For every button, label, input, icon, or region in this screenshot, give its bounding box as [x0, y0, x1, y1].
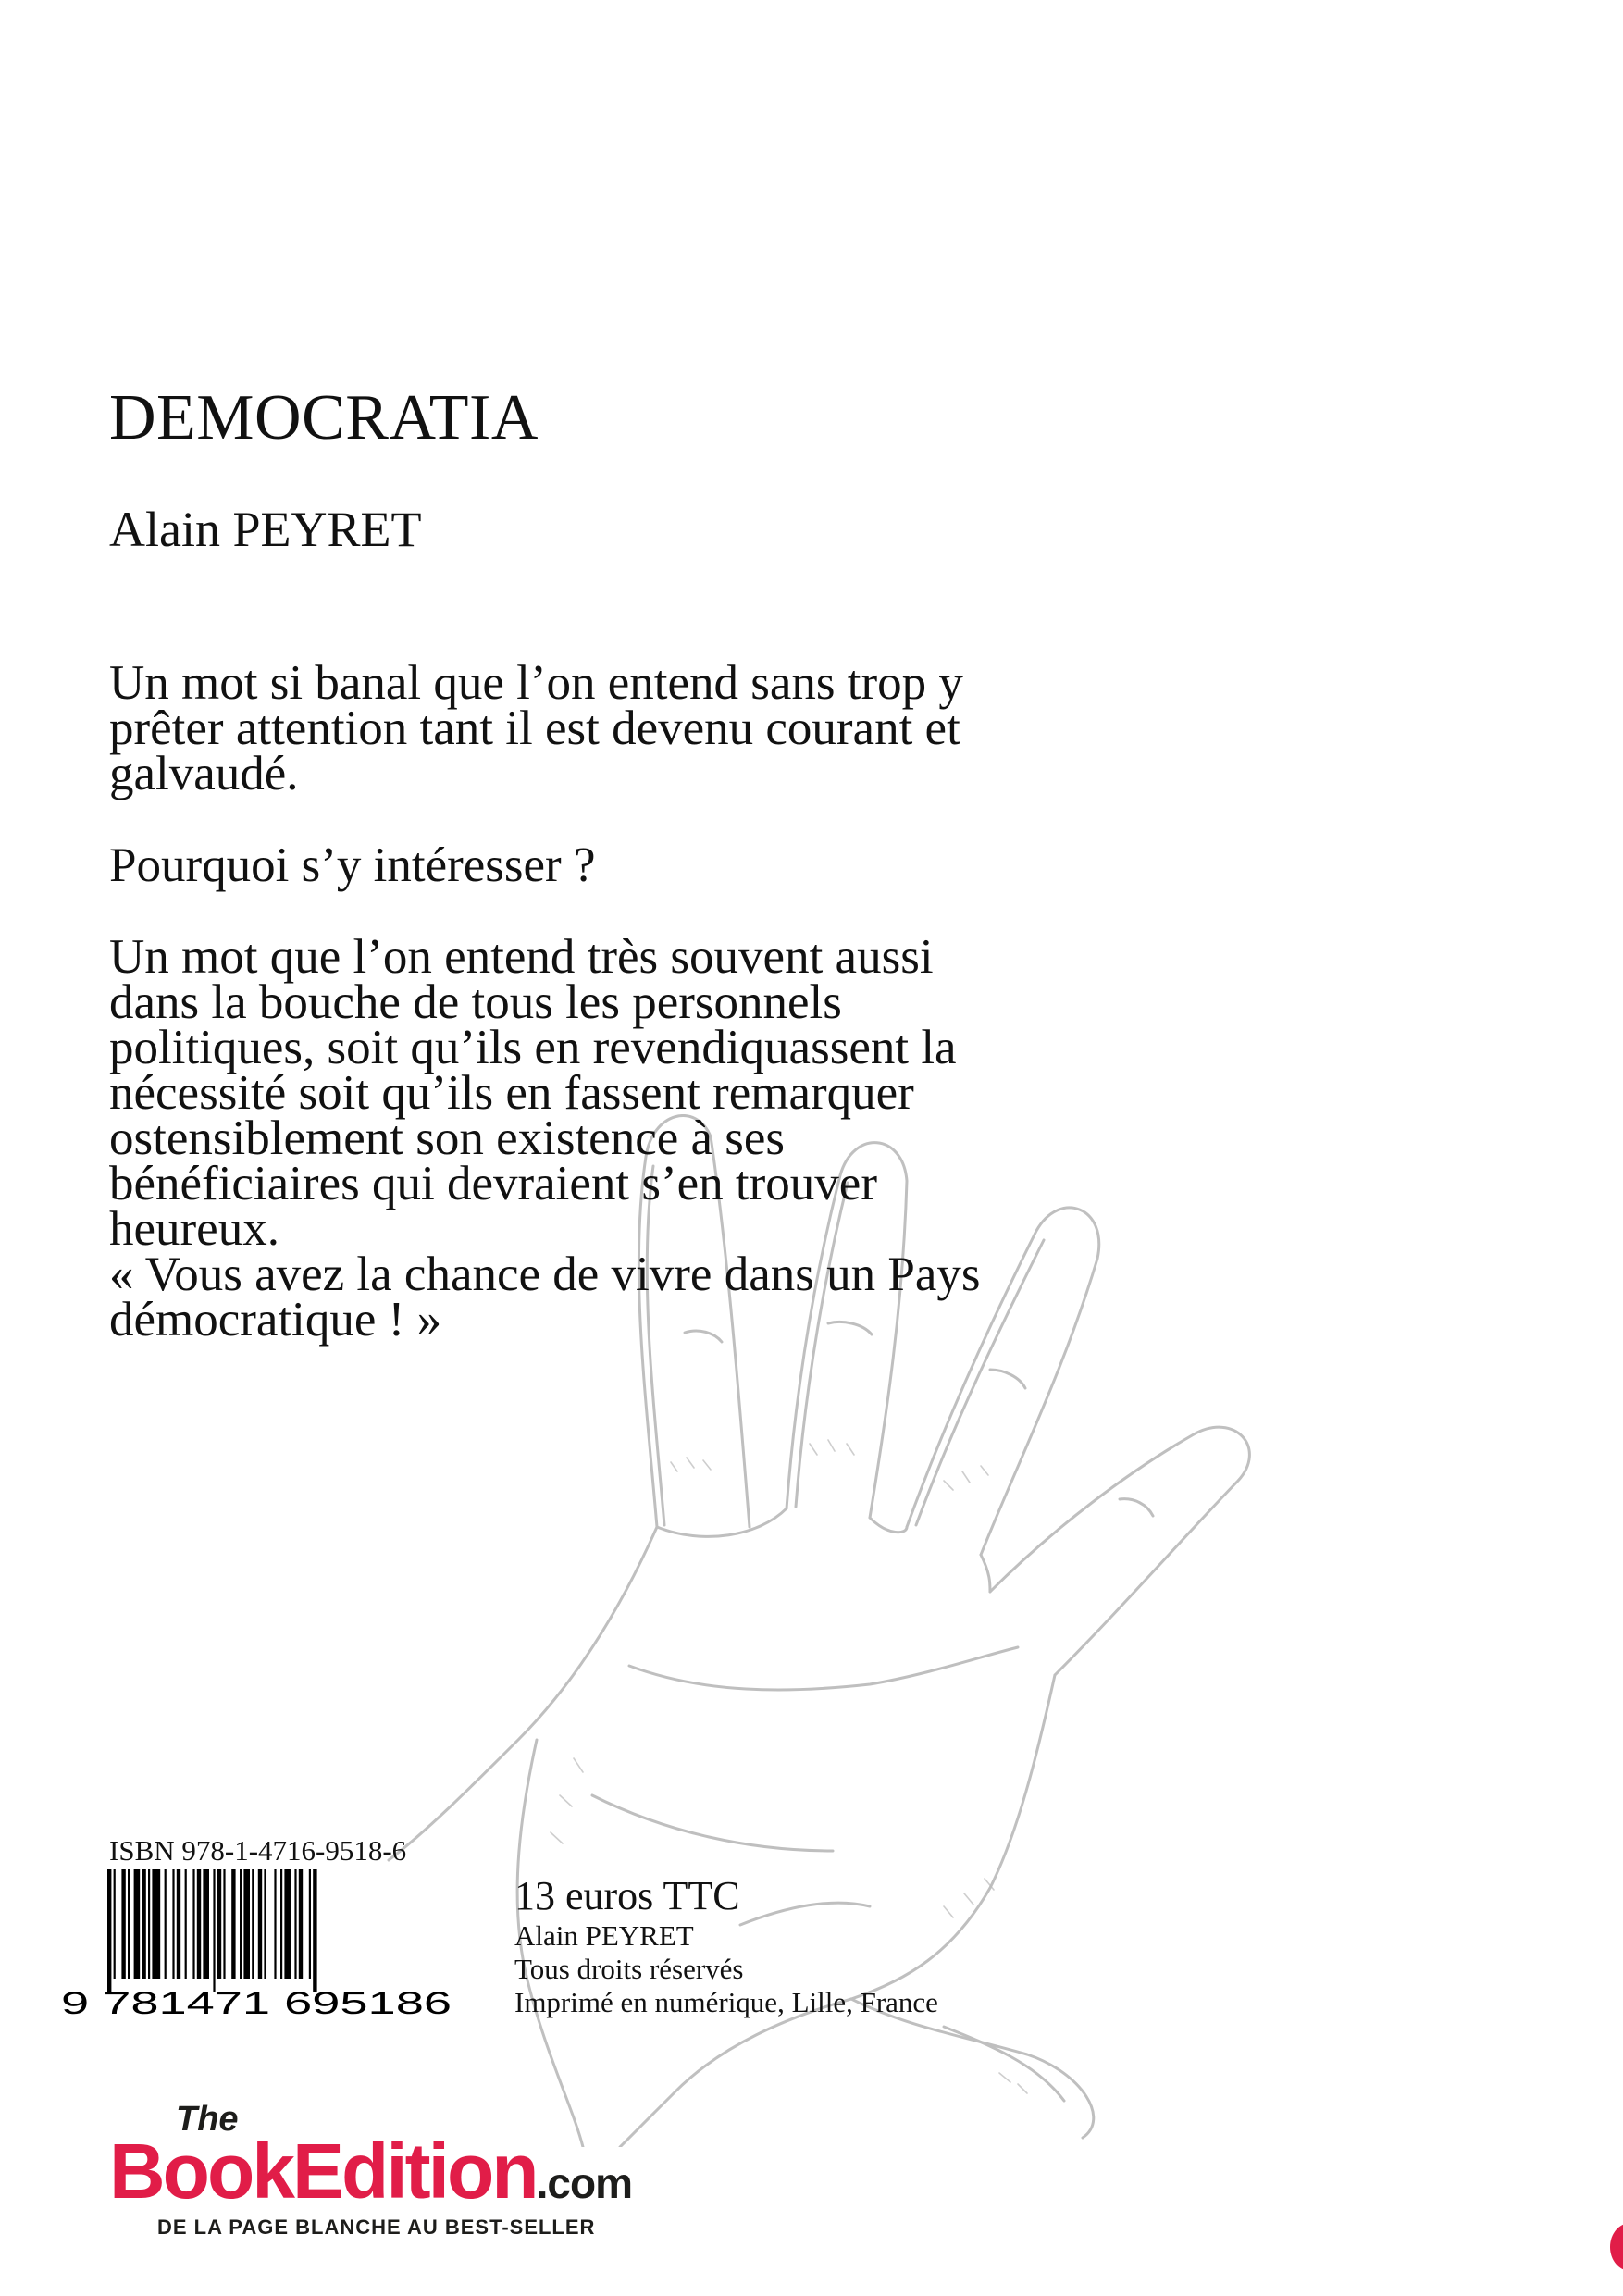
book-title: DEMOCRATIA [109, 382, 539, 453]
imprint-block [514, 1873, 938, 2019]
barcode-bar [213, 1869, 215, 1992]
barcode-bar [294, 1869, 296, 1979]
price: 13 euros TTC [514, 1873, 740, 1918]
barcode-bar [165, 1869, 167, 1979]
barcode-bar [152, 1869, 160, 1979]
printing-notice: Imprimé en numérique, Lille, France [514, 1986, 938, 2018]
book-author: Alain PEYRET [109, 502, 422, 557]
barcode-digits: 9 781471 695186 [61, 1986, 452, 2017]
logo-the-text: The [176, 2100, 239, 2139]
isbn-barcode [59, 1869, 455, 2017]
publisher-logo [109, 2101, 655, 2267]
barcode-bar [128, 1869, 130, 1979]
barcode-bar [280, 1869, 282, 1979]
barcode-bar [252, 1869, 254, 1979]
barcode-bar [121, 1869, 125, 1979]
rights-notice: Tous droits réservés [514, 1953, 744, 1985]
barcode-bar [192, 1869, 194, 1979]
barcode-bar [243, 1869, 250, 1979]
barcode-bar [107, 1869, 111, 1992]
barcode-bar [142, 1869, 145, 1979]
barcode-bar [177, 1869, 180, 1979]
barcode-bar [313, 1869, 316, 1992]
logo-tagline: DE LA PAGE BLANCHE AU BEST-SELLER [157, 2215, 596, 2239]
barcode-bar [264, 1869, 266, 1979]
barcode-bar [217, 1869, 221, 1979]
barcode-bar [197, 1869, 201, 1979]
barcode-bar [114, 1869, 116, 1979]
barcode-bar [203, 1869, 209, 1979]
barcode-bar [240, 1869, 242, 1979]
blurb-paragraph-1: Un mot si banal que l’on entend sans trop y prêter attention tant il est devenu courant et galvaudé. [109, 656, 963, 800]
barcode-bar [309, 1869, 311, 1979]
blurb-paragraph-3: Un mot que l’on entend très souvent aussi dans la bouche de tous les personnels politiques, soit qu’ils en revendiquassent la nécessité soit qu’ils en fassent remarquer ostensiblement son existence à ses bénéficiaires qui devraient s’en trouver heureux. « Vous avez la chance de vivre dans un Pays démocratique ! » [109, 930, 981, 1347]
barcode-bar [223, 1869, 225, 1979]
barcode-bar [274, 1869, 276, 1979]
logo-wordmark: BookEdition.com [109, 2128, 632, 2215]
barcode-bar [231, 1869, 235, 1979]
imprint-author: Alain PEYRET [514, 1919, 694, 1952]
blurb-paragraph-2: Pourquoi s’y intéresser ? [109, 838, 596, 892]
barcode-bar [185, 1869, 187, 1979]
barcode-bar [148, 1869, 150, 1979]
barcode-bar [284, 1869, 291, 1979]
barcode-bar [134, 1869, 141, 1979]
corner-mark [1610, 2223, 1623, 2271]
isbn-label: ISBN 978-1-4716-9518-6 [109, 1834, 407, 1867]
barcode-bars [107, 1869, 317, 1992]
barcode-bar [258, 1869, 262, 1979]
barcode-bar [172, 1869, 174, 1979]
back-cover-blurb [109, 656, 1201, 1347]
barcode-bar [299, 1869, 303, 1979]
